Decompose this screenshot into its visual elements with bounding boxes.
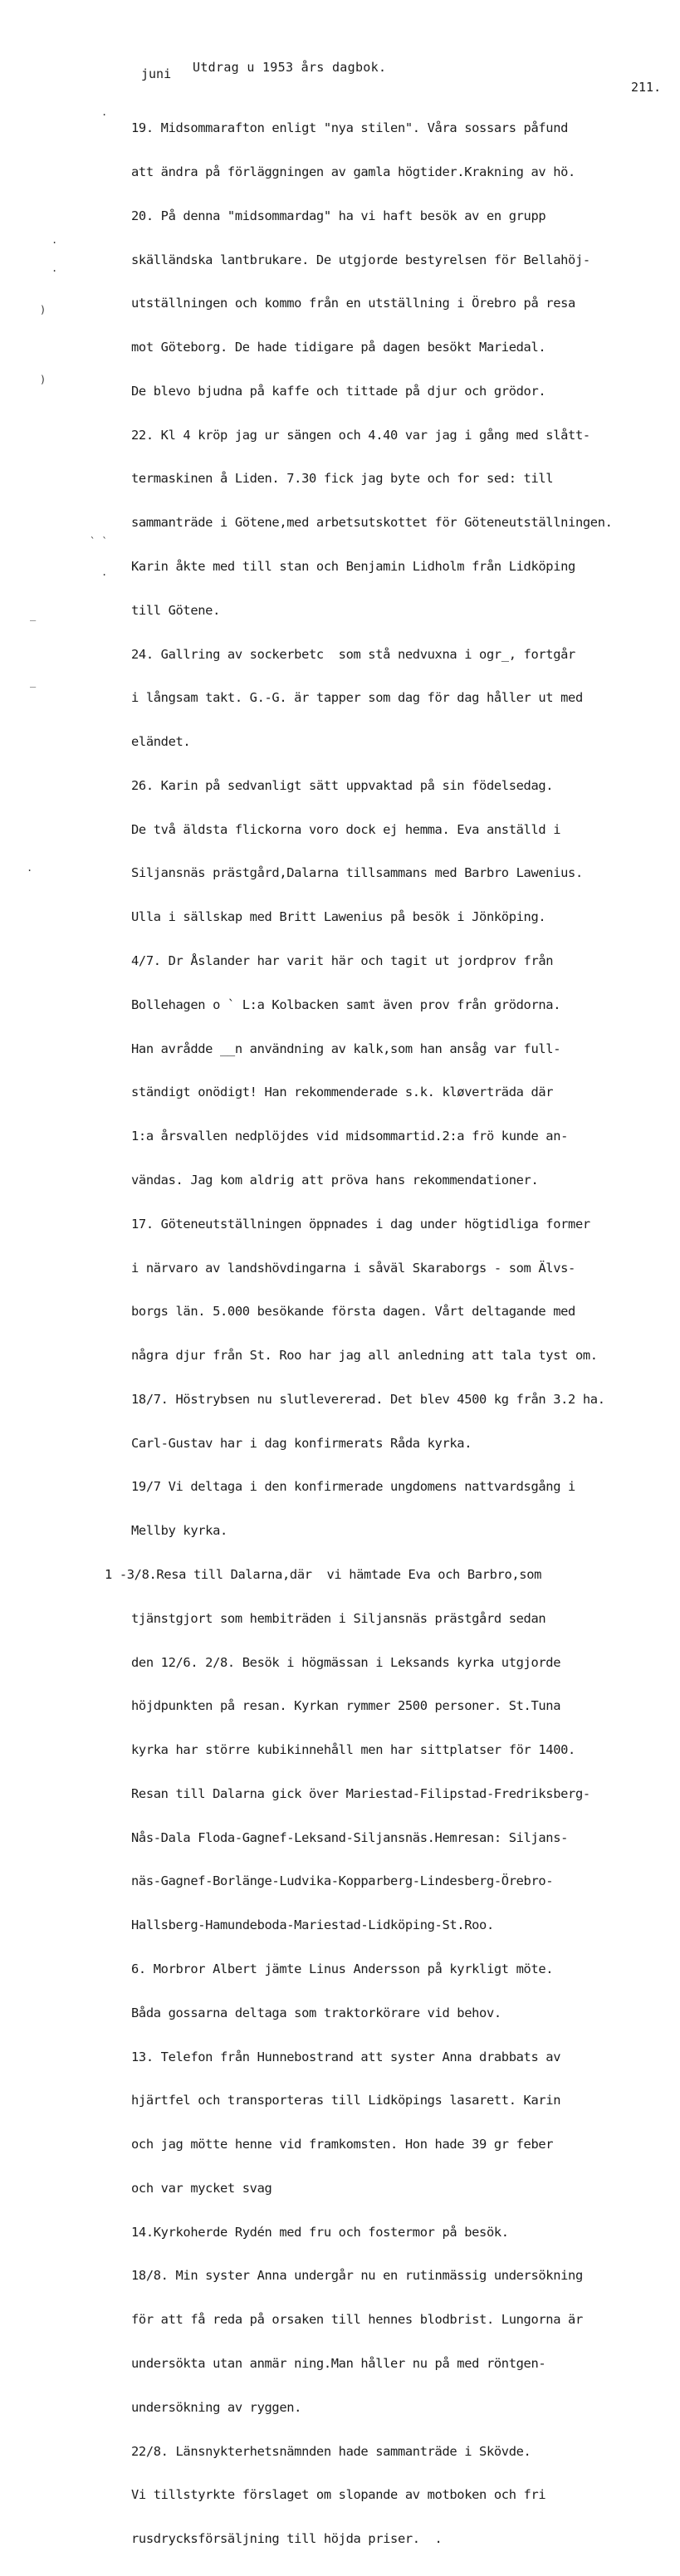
text-line: 14.Kyrkoherde Rydén med fru och fostermor på besök. bbox=[131, 2224, 509, 2240]
page-title: Utdrag u 1953 års dagbok. bbox=[193, 60, 387, 75]
text-line: Hallsberg-Hamundeboda-Mariestad-Lidköping-St.Roo. bbox=[131, 1917, 494, 1933]
text-line: hjärtfel och transporteras till Lidköpings lasarett. Karin bbox=[131, 2093, 561, 2108]
text-line: 6. Morbror Albert jämte Linus Andersson på kyrkligt möte. bbox=[131, 1961, 554, 1976]
margin-mark: . bbox=[27, 862, 33, 874]
text-line: kyrka har större kubikinnehåll men har sittplatser för 1400. bbox=[131, 1742, 575, 1758]
text-line: undersökta utan anmär ning.Man håller nu på med röntgen- bbox=[131, 2356, 546, 2372]
text-line: 17. Göteneutställningen öppnades i dag under högtidliga former bbox=[131, 1216, 590, 1232]
margin-mark: ) bbox=[40, 304, 46, 316]
diary-text bbox=[105, 92, 671, 2576]
text-line: näs-Gagnef-Borlänge-Ludvika-Kopparberg-Lindesberg-Örebro- bbox=[131, 1873, 554, 1889]
margin-mark: _ bbox=[30, 676, 37, 688]
text-line: 1:a årsvallen nedplöjdes vid midsommartid.2:a frö kunde an- bbox=[131, 1129, 569, 1144]
text-line: och var mycket svag bbox=[131, 2180, 272, 2196]
month-label: juni bbox=[141, 66, 172, 81]
text-line: 24. Gallring av sockerbetc som stå nedvuxna i ogr_, fortgår bbox=[131, 646, 575, 662]
text-line: tjänstgjort som hembiträden i Siljansnäs prästgård sedan bbox=[131, 1610, 546, 1626]
text-line: att ändra på förläggningen av gamla högtider.Krakning av hö. bbox=[131, 164, 575, 179]
text-line: i långsam takt. G.-G. är tapper som dag för dag håller ut med bbox=[131, 690, 583, 706]
margin-mark: . bbox=[51, 262, 58, 274]
text-line: 19/7 Vi deltaga i den konfirmerade ungdomens nattvardsgång i bbox=[131, 1479, 575, 1495]
text-line: De två äldsta flickorna voro dock ej hemma. Eva anställd i bbox=[131, 821, 561, 837]
text-line: mot Göteborg. De hade tidigare på dagen besökt Mariedal. bbox=[131, 340, 546, 355]
text-line: 18/8. Min syster Anna undergår nu en rutinmässig undersökning bbox=[131, 2268, 583, 2284]
text-line: borgs län. 5.000 besökande första dagen. Vårt deltagande med bbox=[131, 1304, 575, 1320]
margin-mark: ) bbox=[40, 374, 46, 385]
page-number: 211. bbox=[631, 80, 662, 95]
text-line: 13. Telefon från Hunnebostrand att syster Anna drabbats av bbox=[131, 2049, 561, 2064]
text-line: Karin åkte med till stan och Benjamin Lidholm från Lidköping bbox=[131, 559, 575, 574]
margin-mark: . bbox=[101, 106, 108, 118]
text-line: 18/7. Höstrybsen nu slutlevererad. Det blev 4500 kg från 3.2 ha. bbox=[131, 1391, 605, 1407]
text-line: Ulla i sällskap med Britt Lawenius på besök i Jönköping. bbox=[131, 909, 546, 925]
text-line: höjdpunkten på resan. Kyrkan rymmer 2500 personer. St.Tuna bbox=[131, 1698, 561, 1714]
text-line: 20. På denna "midsommardag" ha vi haft besök av en grupp bbox=[131, 208, 546, 223]
text-line: Siljansnäs prästgård,Dalarna tillsammans med Barbro Lawenius. bbox=[131, 865, 583, 881]
margin-mark: ` ` bbox=[90, 536, 108, 547]
text-line: några djur från St. Roo har jag all anledning att tala tyst om. bbox=[131, 1348, 598, 1364]
text-line: ständigt onödigt! Han rekommenderade s.k. kløverträda där bbox=[131, 1085, 554, 1100]
text-line: undersökning av ryggen. bbox=[131, 2399, 302, 2415]
text-line: för att få reda på orsaken till hennes blodbrist. Lungorna är bbox=[131, 2312, 583, 2328]
margin-mark: _ bbox=[30, 610, 37, 621]
text-line: De blevo bjudna på kaffe och tittade på djur och grödor. bbox=[131, 383, 546, 399]
text-line: rusdrycksförsäljning till höjda priser. . bbox=[131, 2531, 443, 2547]
text-line: vändas. Jag kom aldrig att pröva hans rekommendationer. bbox=[131, 1172, 539, 1188]
text-line: Han avrådde __n användning av kalk,som han ansåg var full- bbox=[131, 1041, 561, 1056]
text-line: Båda gossarna deltaga som traktorkörare vid behov. bbox=[131, 2005, 501, 2020]
text-line: 4/7. Dr Åslander har varit här och tagit ut jordprov från bbox=[131, 953, 554, 969]
text-line: termaskinen å Liden. 7.30 fick jag byte och for sed: till bbox=[131, 471, 554, 487]
text-line: Bollehagen o ` L:a Kolbacken samt även prov från grödorna. bbox=[131, 997, 561, 1012]
text-line: Nås-Dala Floda-Gagnef-Leksand-Siljansnäs.Hemresan: Siljans- bbox=[131, 1829, 569, 1845]
text-line: Resan till Dalarna gick över Mariestad-Filipstad-Fredriksberg- bbox=[131, 1785, 590, 1801]
text-line: i närvaro av landshövdingarna i såväl Skaraborgs - som Älvs- bbox=[131, 1260, 575, 1276]
text-line: och jag mötte henne vid framkomsten. Hon hade 39 gr feber bbox=[131, 2137, 554, 2152]
text-line: den 12/6. 2/8. Besök i högmässan i Leksands kyrka utgjorde bbox=[131, 1654, 561, 1670]
text-line: utställningen och kommo från en utställning i Örebro på resa bbox=[131, 296, 575, 311]
text-line: Vi tillstyrkte förslaget om slopande av motboken och fri bbox=[131, 2487, 546, 2503]
text-line: skälländska lantbrukare. De utgjorde bestyrelsen för Bellahöj- bbox=[131, 252, 590, 267]
margin-mark: . bbox=[51, 234, 58, 246]
text-line: Mellby kyrka. bbox=[131, 1523, 227, 1539]
text-line: Carl-Gustav har i dag konfirmerats Råda kyrka. bbox=[131, 1435, 472, 1451]
text-line: 19. Midsommarafton enligt "nya stilen". Våra sossars påfund bbox=[131, 120, 569, 136]
text-line: 22/8. Länsnykterhetsnämnden hade sammanträde i Skövde. bbox=[131, 2443, 531, 2459]
text-line: 26. Karin på sedvanligt sätt uppvaktad på sin födelsedag. bbox=[131, 777, 554, 793]
margin-mark: . bbox=[101, 566, 108, 578]
text-line: 22. Kl 4 kröp jag ur sängen och 4.40 var jag i gång med slått- bbox=[131, 427, 590, 443]
text-line: 1 -3/8.Resa till Dalarna,där vi hämtade Eva och Barbro,som bbox=[105, 1566, 542, 1582]
text-line: eländet. bbox=[131, 734, 191, 750]
text-line: till Götene. bbox=[131, 602, 220, 618]
text-line: sammanträde i Götene,med arbetsutskottet för Göteneutställningen. bbox=[131, 515, 613, 531]
